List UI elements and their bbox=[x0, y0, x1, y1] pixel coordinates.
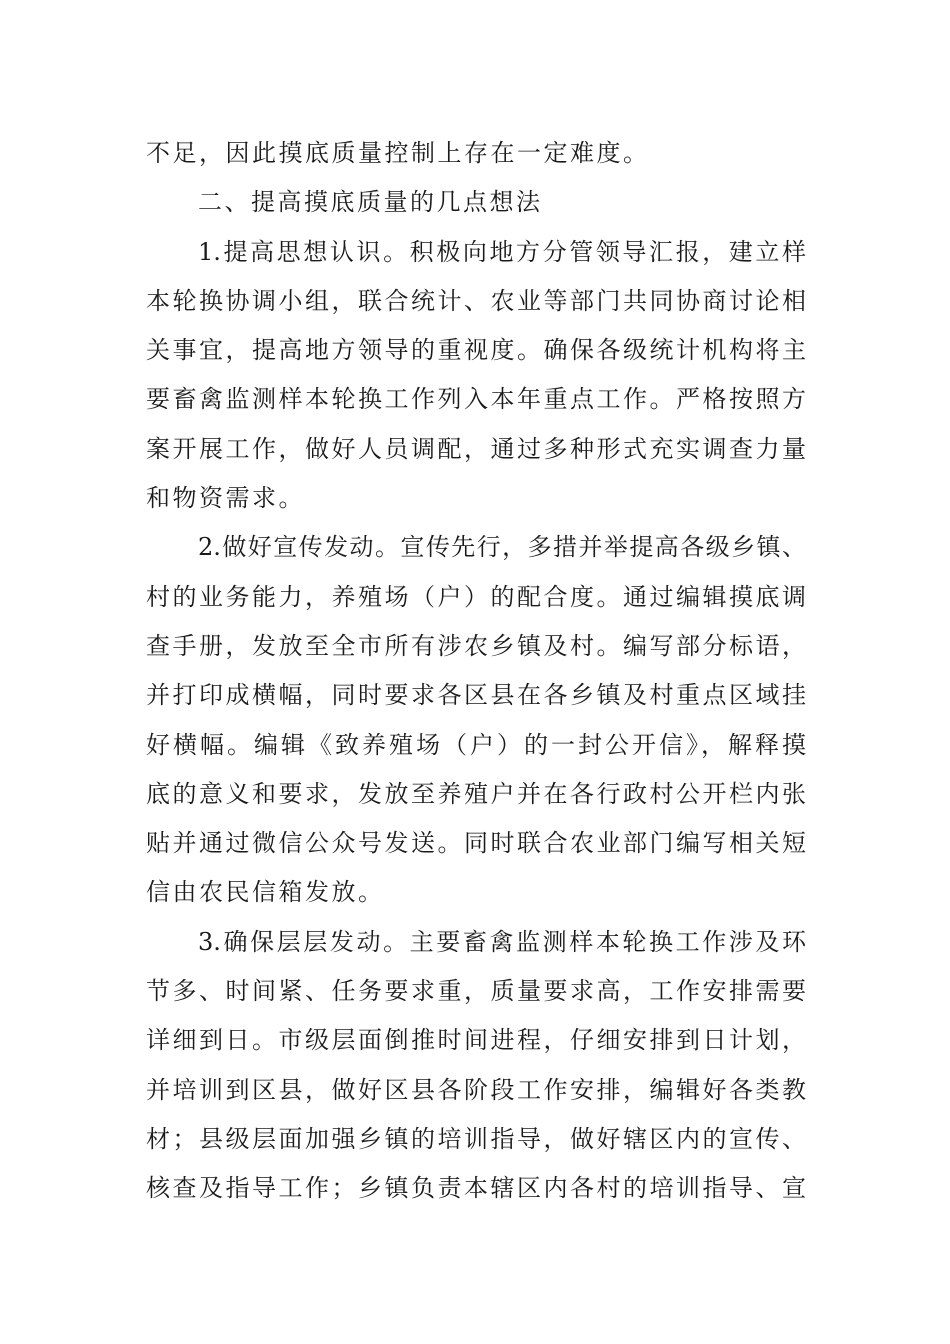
section-heading: 二、提高摸底质量的几点想法 bbox=[198, 188, 543, 217]
text-line: 3.确保层层发动。主要畜禽监测样本轮换工作涉及环 bbox=[198, 927, 806, 956]
text-line: 和物资需求。 bbox=[146, 484, 305, 513]
text-line: 关事宜，提高地方领导的重视度。确保各级统计机构将主 bbox=[146, 336, 806, 365]
text-line: 材；县级层面加强乡镇的培训指导，做好辖区内的宣传、 bbox=[146, 1124, 806, 1153]
text-line: 1.提高思想认识。积极向地方分管领导汇报，建立样 bbox=[198, 237, 806, 266]
text-line: 不足，因此摸底质量控制上存在一定难度。 bbox=[146, 139, 650, 167]
text-line: 节多、时间紧、任务要求重，质量要求高，工作安排需要 bbox=[146, 977, 806, 1006]
text-line: 本轮换协调小组，联合统计、农业等部门共同协商讨论相 bbox=[146, 286, 806, 315]
text-line: 2.做好宣传发动。宣传先行，多措并举提高各级乡镇、 bbox=[198, 533, 806, 562]
text-line: 并打印成横幅，同时要求各区县在各乡镇及村重点区域挂 bbox=[146, 681, 806, 710]
text-line: 详细到日。市级层面倒推时间进程，仔细安排到日计划， bbox=[146, 1026, 806, 1055]
text-line: 查手册，发放至全市所有涉农乡镇及村。编写部分标语， bbox=[146, 631, 806, 660]
text-line: 要畜禽监测样本轮换工作列入本年重点工作。严格按照方 bbox=[146, 385, 806, 414]
text-line: 案开展工作，做好人员调配，通过多种形式充实调查力量 bbox=[146, 434, 806, 463]
text-line: 底的意义和要求，发放至养殖户并在各行政村公开栏内张 bbox=[146, 779, 806, 808]
text-line: 村的业务能力，养殖场（户）的配合度。通过编辑摸底调 bbox=[146, 582, 806, 611]
document-body bbox=[146, 129, 806, 1214]
text-line: 好横幅。编辑《致养殖场（户）的一封公开信》，解释摸 bbox=[146, 730, 806, 759]
text-line: 核查及指导工作；乡镇负责本辖区内各村的培训指导、宣 bbox=[146, 1174, 806, 1203]
text-line: 并培训到区县，做好区县各阶段工作安排，编辑好各类教 bbox=[146, 1075, 806, 1104]
text-line: 信由农民信箱发放。 bbox=[146, 878, 385, 907]
text-line: 贴并通过微信公众号发送。同时联合农业部门编写相关短 bbox=[146, 829, 806, 858]
